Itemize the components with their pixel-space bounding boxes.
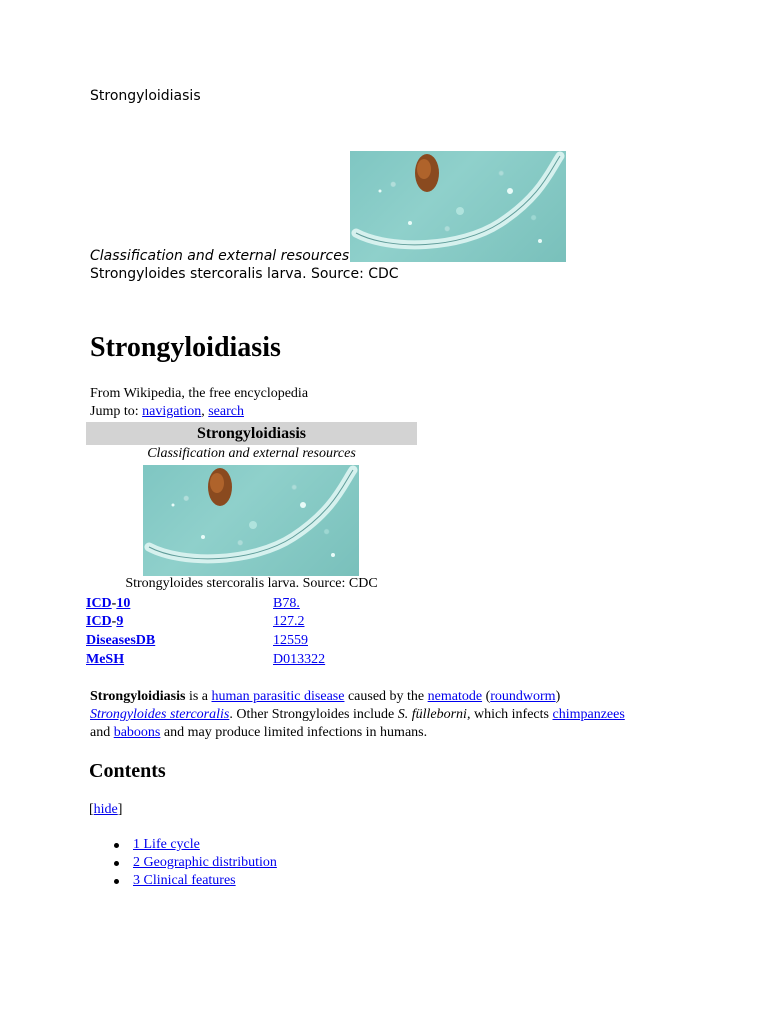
nematode-link[interactable]: nematode bbox=[427, 689, 483, 704]
code-value-link[interactable]: 12559 bbox=[273, 633, 308, 648]
roundworm-link[interactable]: roundworm bbox=[490, 689, 556, 704]
from-wikipedia-text: From Wikipedia, the free encyclopedia bbox=[90, 386, 309, 401]
toggle-bracket-open: [ bbox=[89, 802, 94, 817]
intro-text: ( bbox=[482, 689, 491, 704]
intro-text: and bbox=[90, 725, 114, 740]
toc-link-clinical-features[interactable]: 3 Clinical features bbox=[133, 873, 236, 888]
code-value-link[interactable]: D013322 bbox=[273, 652, 326, 667]
intro-text: . Other Strongyloides include bbox=[229, 707, 398, 722]
intro-text: , which infects bbox=[466, 707, 553, 722]
code-label-separator: - bbox=[111, 614, 117, 629]
code-label-separator: - bbox=[111, 596, 117, 611]
larva-image bbox=[350, 151, 566, 262]
table-of-contents bbox=[89, 836, 277, 890]
navigation-link[interactable]: navigation bbox=[142, 404, 202, 419]
contents-heading: Contents bbox=[89, 760, 166, 782]
article-title: Strongyloidiasis bbox=[90, 332, 281, 363]
human-parasitic-disease-link[interactable]: human parasitic disease bbox=[211, 689, 345, 704]
mesh-link[interactable]: MeSH bbox=[86, 652, 125, 667]
toc-link-life-cycle[interactable]: 1 Life cycle bbox=[133, 837, 200, 852]
page-header-title: Strongyloidiasis bbox=[90, 88, 201, 104]
code-label bbox=[86, 652, 124, 668]
toggle-bracket-close: ] bbox=[117, 802, 123, 817]
header-source-caption: Strongyloides stercoralis larva. Source: CDC bbox=[90, 266, 399, 282]
code-label bbox=[86, 633, 155, 649]
intro-text: and may produce limited infections in humans. bbox=[160, 725, 428, 740]
search-link[interactable]: search bbox=[208, 404, 244, 419]
hide-toggle-link[interactable]: hide bbox=[93, 802, 118, 817]
toc-item bbox=[89, 872, 277, 890]
code-value-link[interactable]: B78. bbox=[273, 596, 300, 611]
infobox-code-row bbox=[86, 596, 416, 614]
jump-separator: , bbox=[201, 404, 209, 419]
jump-to-links bbox=[90, 404, 244, 420]
icd-link[interactable]: ICD bbox=[86, 614, 112, 629]
strongyloides-stercoralis-link[interactable]: Strongyloides stercoralis bbox=[90, 707, 230, 722]
intro-text: is a bbox=[185, 689, 212, 704]
infobox-classification: Classification and external resources bbox=[147, 446, 356, 461]
icd-link[interactable]: ICD bbox=[86, 596, 112, 611]
intro-text: ) bbox=[555, 689, 561, 704]
infobox-code-row bbox=[86, 652, 416, 670]
baboons-link[interactable]: baboons bbox=[113, 725, 161, 740]
toc-item bbox=[89, 854, 277, 872]
code-label bbox=[86, 614, 123, 630]
icd-version-link[interactable]: 9 bbox=[116, 614, 124, 629]
infobox-larva-image[interactable] bbox=[143, 465, 359, 576]
header-classification-caption: Classification and external resources bbox=[90, 248, 350, 264]
larva-image-drawing bbox=[350, 151, 566, 262]
infobox-code-row bbox=[86, 633, 416, 651]
contents-toggle bbox=[89, 802, 122, 818]
chimpanzees-link[interactable]: chimpanzees bbox=[552, 707, 625, 722]
intro-italic-species: S. fülleborni bbox=[397, 707, 467, 722]
infobox-code-row bbox=[86, 614, 416, 632]
intro-paragraph bbox=[90, 688, 690, 742]
infobox-larva-image-drawing bbox=[143, 465, 359, 576]
infobox-title: Strongyloidiasis bbox=[86, 422, 417, 445]
toc-item bbox=[89, 836, 277, 854]
diseasesdb-link[interactable]: DiseasesDB bbox=[86, 633, 156, 648]
icd-version-link[interactable]: 10 bbox=[116, 596, 131, 611]
code-label bbox=[86, 596, 130, 612]
toc-link-geographic-distribution[interactable]: 2 Geographic distribution bbox=[133, 855, 277, 870]
code-value-link[interactable]: 127.2 bbox=[273, 614, 305, 629]
intro-text: caused by the bbox=[344, 689, 428, 704]
infobox-caption: Strongyloides stercoralis larva. Source: CDC bbox=[125, 576, 378, 591]
jump-to-label: Jump to: bbox=[90, 404, 143, 419]
intro-bold-term: Strongyloidiasis bbox=[90, 689, 186, 704]
